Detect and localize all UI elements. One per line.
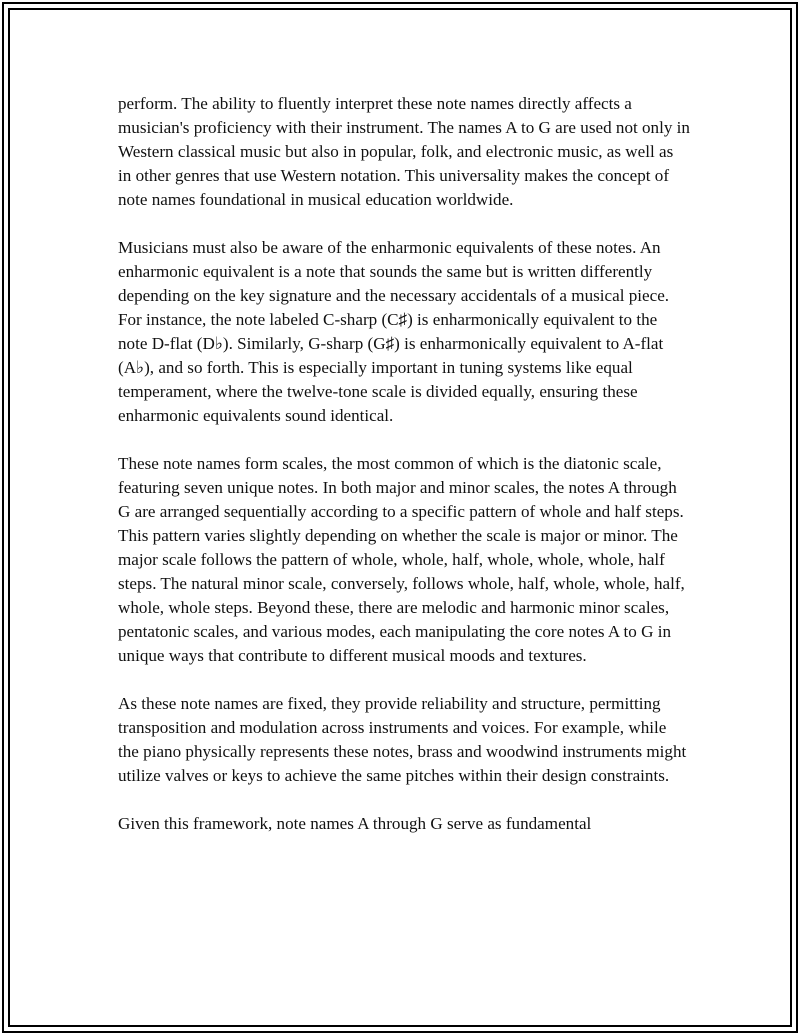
paragraph-enharmonic-equivalents: Musicians must also be aware of the enharmonic equivalents of these notes. An enharmonic equivalent is a note that sounds the same but is written differently depending on the key signature and the necessary accidentals of a musical piece. For instance, the note labeled C-sharp (C♯) is enharmonically equivalent to the note D-flat (D♭). Similarly, G-sharp (G♯) is enharmonically equivalent to A-flat (A♭), and so forth. This is especially important in tuning systems like equal temperament, where the twelve-tone scale is divided equally, ensuring these enharmonic equivalents sound identical. <box>118 238 670 425</box>
paragraph-note-names-universality: perform. The ability to fluently interpret these note names directly affects a musician's proficiency with their instrument. The names A to G are used not only in Western classical music but also in popular, folk, and electronic music, as well as in other genres that use Western notation. This universality makes the concept of note names foundational in musical education worldwide. <box>118 94 690 209</box>
paragraph-transposition: As these note names are fixed, they provide reliability and structure, permitting transposition and modulation across instruments and voices. For example, while the piano physically represents these notes, brass and woodwind instruments might utilize valves or keys to achieve the same pitches within their design constraints. <box>118 694 687 785</box>
paragraph-framework: Given this framework, note names A through G serve as fundamental <box>118 814 592 833</box>
paragraph-scales: These note names form scales, the most common of which is the diatonic scale, featuring seven unique notes. In both major and minor scales, the notes A through G are arranged sequentially according to a specific pattern of whole and half steps. This pattern varies slightly depending on whether the scale is major or minor. The major scale follows the pattern of whole, whole, half, whole, whole, whole, half steps. The natural minor scale, conversely, follows whole, half, whole, whole, half, whole, whole steps. Beyond these, there are melodic and harmonic minor scales, pentatonic scales, and various modes, each manipulating the core notes A to G in unique ways that contribute to different musical moods and textures. <box>118 454 685 665</box>
document-body <box>118 92 690 860</box>
